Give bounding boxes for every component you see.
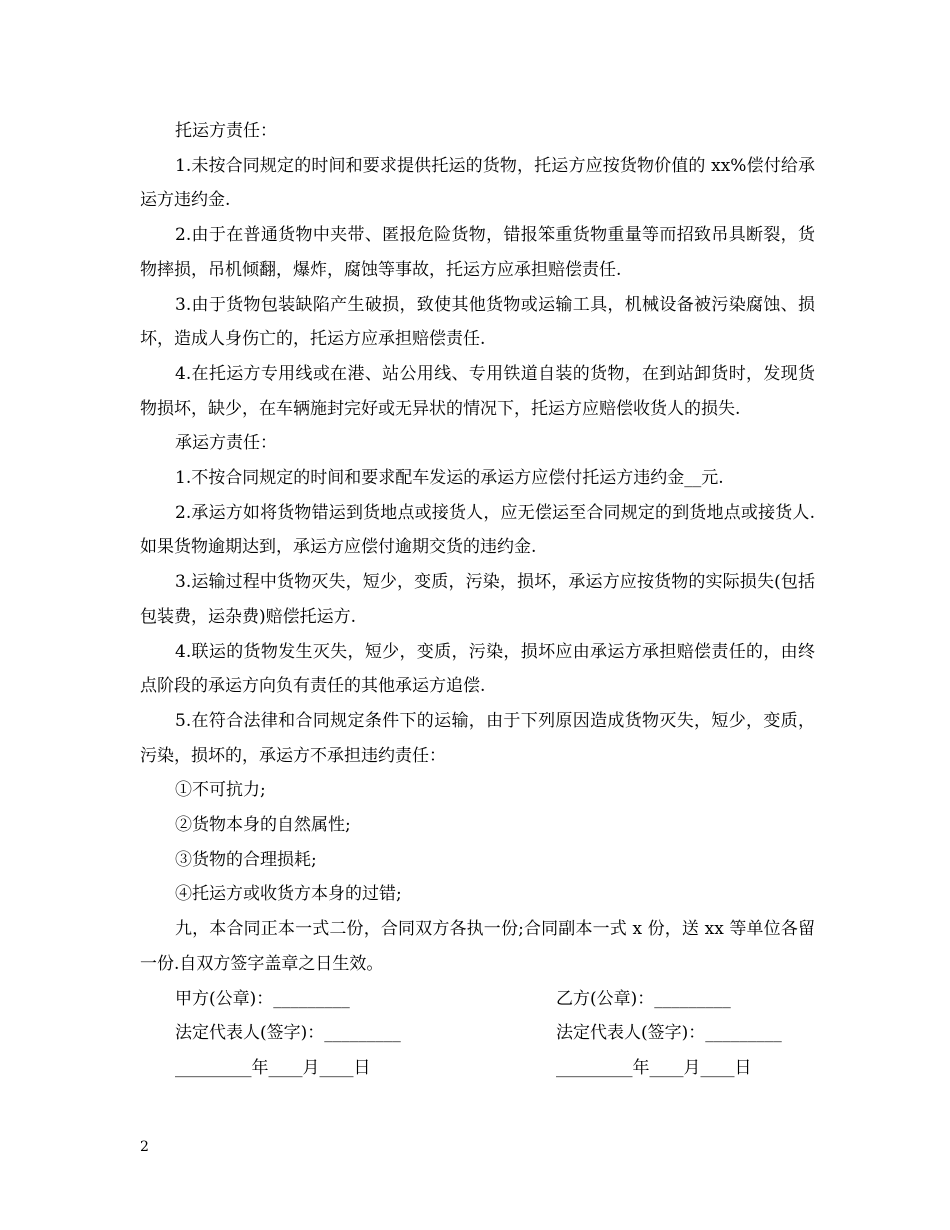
- exemption-item: ④托运方或收货方本身的过错;: [175, 884, 402, 905]
- party-b-representative: 法定代表人(签字)：_________: [556, 1023, 782, 1044]
- carrier-item: 3.运输过程中货物灭失，短少，变质，污染，损坏，承运方应按货物的实际损失(包括包装费，运杂费)赔偿托运方.: [140, 572, 815, 627]
- carrier-heading: 承运方责任：: [175, 433, 277, 454]
- shipper-item: 1.未按合同规定的时间和要求提供托运的货物，托运方应按货物价值的 xx%偿付给承运方违约金.: [140, 155, 815, 211]
- shipper-item: 3.由于货物包装缺陷产生破损，致使其他货物或运输工具，机械设备被污染腐蚀、损坏，造成人身伤亡的，托运方应承担赔偿责任.: [140, 294, 815, 350]
- party-a-date: _________年____月____日: [175, 1057, 371, 1078]
- clause-nine: 九，本合同正本一式二份，合同双方各执一份;合同副本一式 x 份，送 xx 等单位各留一份.自双方签字盖章之日生效。: [140, 919, 815, 974]
- exemption-item: ①不可抗力;: [175, 780, 266, 801]
- shipper-item: 4.在托运方专用线或在港、站公用线、专用铁道自装的货物，在到站卸货时，发现货物损坏，缺少，在车辆施封完好或无异状的情况下，托运方应赔偿收货人的损失.: [140, 363, 815, 419]
- carrier-item: 5.在符合法律和合同规定条件下的运输，由于下列原因造成货物灭失，短少，变质，污染，损坏的，承运方不承担违约责任：: [140, 710, 815, 766]
- exemption-item: ③货物的合理损耗;: [175, 849, 317, 870]
- seal-row: [140, 982, 815, 1017]
- shipper-heading: 托运方责任：: [175, 121, 277, 141]
- contract-body: [140, 114, 815, 1086]
- page-number: 2: [140, 1139, 149, 1155]
- exemption-item: ②货物本身的自然属性;: [175, 815, 351, 836]
- representative-row: [140, 1016, 815, 1051]
- party-a-seal: 甲方(公章)：_________: [175, 988, 350, 1009]
- carrier-item: 4.联运的货物发生灭失，短少，变质，污染，损坏应由承运方承担赔偿责任的，由终点阶段的承运方向负有责任的其他承运方追偿.: [140, 641, 815, 697]
- carrier-item: 1.不按合同规定的时间和要求配车发运的承运方应偿付托运方违约金__元.: [175, 468, 724, 489]
- date-row: [140, 1051, 815, 1086]
- party-a-representative: 法定代表人(签字)：_________: [175, 1023, 401, 1044]
- party-b-date: _________年____月____日: [556, 1057, 752, 1078]
- carrier-item: 2.承运方如将货物错运到货地点或接货人，应无偿运至合同规定的到货地点或接货人.如果货物逾期达到，承运方应偿付逾期交货的违约金.: [140, 502, 815, 558]
- party-b-seal: 乙方(公章)：_________: [556, 988, 731, 1009]
- shipper-item: 2.由于在普通货物中夹带、匿报危险货物，错报笨重货物重量等而招致吊具断裂，货物摔损，吊机倾翻，爆炸，腐蚀等事故，托运方应承担赔偿责任.: [140, 225, 815, 280]
